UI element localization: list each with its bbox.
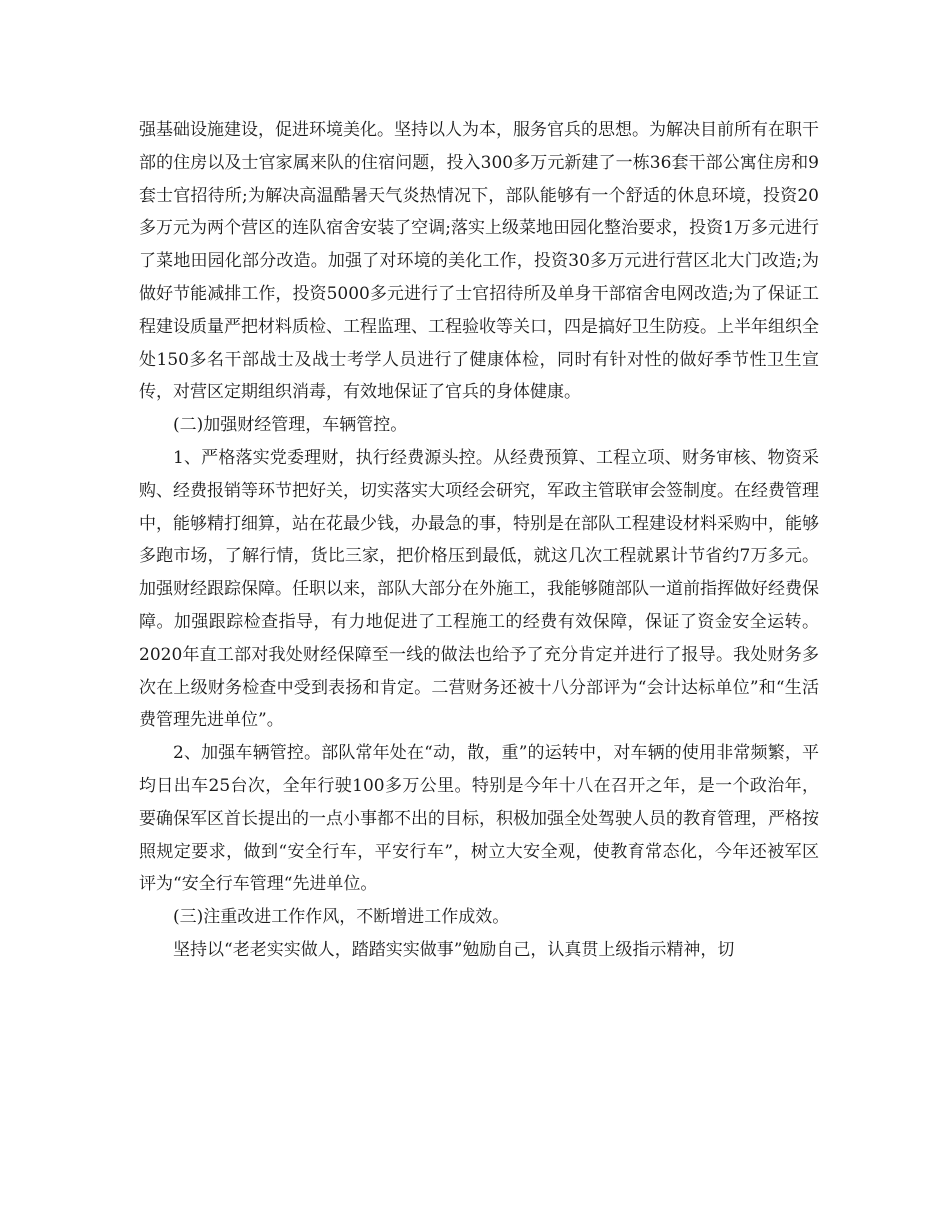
- paragraph-infrastructure: 强基础设施建设，促进环境美化。坚持以人为本，服务官兵的思想。为解决目前所有在职干部的住房以及士官家属来队的住宿问题，投入300多万元新建了一栋36套干部公寓住房和9套士官招待所;为解决高温酷暑天气炎热情况下，部队能够有一个舒适的休息环境，投资20多万元为两个营区的连队宿舍安装了空调;落实上级菜地田园化整治要求，投资1万多元进行了菜地田园化部分改造。加强了对环境的美化工作，投资30多万元进行营区北大门改造;为做好节能减排工作，投资5000多元进行了士官招待所及单身干部宿舍电网改造;为了保证工程建设质量严把材料质检、工程监理、工程验收等关口，四是搞好卫生防疫。上半年组织全处150多名干部战士及战士考学人员进行了健康体检，同时有针对性的做好季节性卫生宣传，对营区定期组织消毒，有效地保证了官兵的身体健康。: [139, 120, 819, 403]
- section-heading-finance: (二)加强财经管理，车辆管控。: [173, 415, 408, 436]
- paragraph-vehicle-control: 2、加强车辆管控。部队常年处在“动，散，重”的运转中，对车辆的使用非常频繁，平均日出车25台次，全年行驶100多万公里。特别是今年十八在召开之年，是一个政治年，要确保军区首长提出的一点小事都不出的目标，积极加强全处驾驶人员的教育管理，严格按照规定要求，做到“安全行车，平安行车”，树立大安全观，使教育常态化，今年还被军区评为“安全行车管理“先进单位。: [139, 743, 819, 895]
- paragraph-work-style: 坚持以“老老实实做人，踏踏实实做事”勉励自己，认真贯上级指示精神，切: [173, 939, 735, 960]
- document-page: [139, 114, 819, 967]
- paragraph-finance-control: 1、严格落实党委理财，执行经费源头控。从经费预算、工程立项、财务审核、物资采购、经费报销等环节把好关，切实落实大项经会研究，军政主管联审会签制度。在经费管理中，能够精打细算，站在花最少钱，办最急的事，特别是在部队工程建设材料采购中，能够多跑市场，了解行情，货比三家，把价格压到最低，就这几次工程就累计节省约7万多元。加强财经跟踪保障。任职以来，部队大部分在外施工，我能够随部队一道前指挥做好经费保障。加强跟踪检查指导，有力地促进了工程施工的经费有效保障，保证了资金安全运转。2020年直工部对我处财经保障至一线的做法也给予了充分肯定并进行了报导。我处财务多次在上级财务检查中受到表扬和肯定。二营财务还被十八分部评为“会计达标单位”和“生活费管理先进单位”。: [139, 447, 819, 731]
- section-heading-work-style: (三)注重改进工作作风，不断增进工作成效。: [173, 907, 510, 928]
